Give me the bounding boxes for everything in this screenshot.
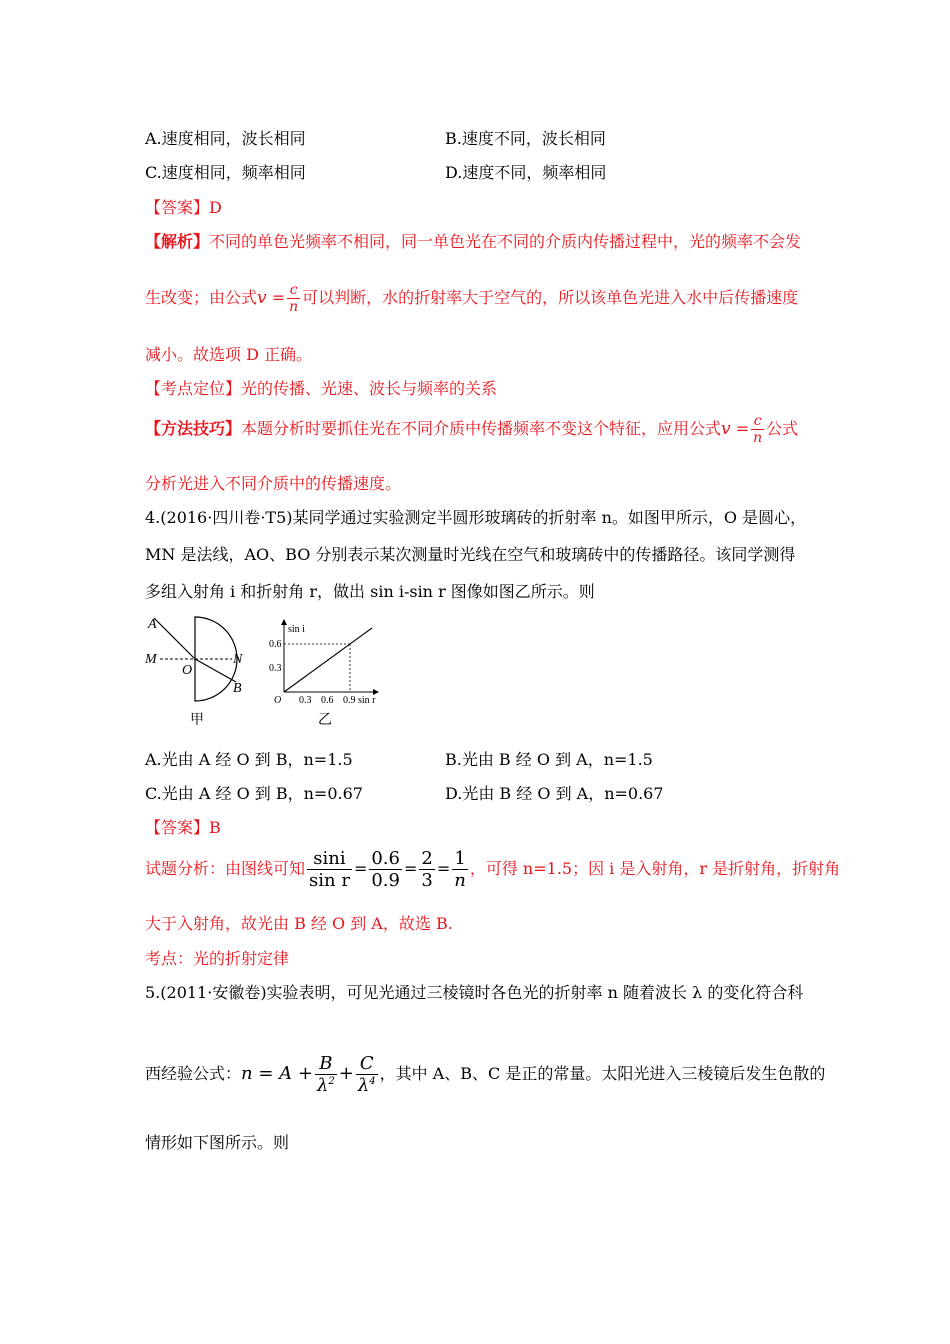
q4-analysis-line1: 试题分析：由图线可知 $\frac{\sin i}{\text{sin r}}$ = $\frac{0.6}{0.9}$ = $\frac{2}{3}$ = $\frac{1}{n}$ ，可得 n=1.5；因 i 是入射角，r 是折射角，折射角 <box>145 848 841 891</box>
q5-stem-line1: 5.(2011·安徽卷)实验表明，可见光通过三棱镜时各色光的折射率 n 随着波长 λ 的变化符合科 <box>145 983 804 1002</box>
q3-analysis-line2 <box>145 282 798 315</box>
analysis-text-2a: 生改变；由公式 <box>145 288 258 307</box>
y-axis-label: sin i <box>288 624 305 635</box>
label-n: N <box>233 652 243 667</box>
figure-jia <box>140 612 255 732</box>
q4-stem-line1: 4.(2016·四川卷·T5)某同学通过实验测定半圆形玻璃砖的折射率 n。如图甲所示，O 是圆心， <box>145 508 807 527</box>
analysis-text-2b: 可以判断，水的折射率大于空气的，所以该单色光进入水中后传播速度 <box>302 288 799 307</box>
caption-yi: 乙 <box>318 713 332 728</box>
formula-v: v <box>257 288 267 308</box>
fraction-sini-sinr: $\frac{\sin i}{\text{sin r}}$ <box>309 848 350 891</box>
q5-stem-line2 <box>145 1053 825 1096</box>
q3-answer: 【答案】D <box>145 198 222 217</box>
data-line <box>284 628 372 692</box>
ray-ao <box>154 618 195 659</box>
cauchy-lhs: n = A + <box>241 1063 313 1084</box>
q3-analysis-line1 <box>145 229 801 252</box>
formula-fraction-c-n: $\frac{c}{n}$ <box>289 282 299 315</box>
x-tick-label: 0.9 <box>343 695 356 706</box>
formula-eq: = <box>271 288 286 307</box>
fraction-1-n: $\frac{1}{n}$ <box>454 848 466 891</box>
ray-ob <box>195 659 236 682</box>
q5-post: ，其中 A、B、C 是正的常量。太阳光进入三棱镜后发生色散的 <box>379 1064 826 1083</box>
q3-point: 【考点定位】光的传播、光速、波长与频率的关系 <box>145 379 498 398</box>
caption-jia: 甲 <box>190 713 204 728</box>
q5-pre: 西经验公式： <box>145 1064 242 1083</box>
q4-analysis-line2: 大于入射角，故光由 B 经 O 到 A，故选 B. <box>145 914 453 933</box>
q5-stem-line3: 情形如下图所示。则 <box>145 1133 290 1152</box>
method-tag: 【方法技巧】 <box>145 419 242 438</box>
chart-sini-sinr <box>268 612 388 732</box>
q3-option-a: A.速度相同，波长相同 <box>145 129 306 148</box>
x-tick-label: 0.3 <box>299 695 312 706</box>
label-b: B <box>233 681 242 696</box>
q3-analysis-line3: 减小。故选项 D 正确。 <box>145 345 313 364</box>
q4-answer: 【答案】B <box>145 818 221 837</box>
q4-stem-line3: 多组入射角 i 和折射角 r，做出 sin i-sin r 图像如图乙所示。则 <box>145 582 595 601</box>
fraction-2-3: $\frac{2}{3}$ <box>421 848 433 891</box>
y-tick-label: 0.3 <box>269 663 282 674</box>
method-text-1a: 本题分析时要抓住光在不同介质中传播频率不变这个特征，应用公式 <box>241 419 722 438</box>
analysis-tag: 【解析】 <box>145 232 210 251</box>
formula-fraction-c-n: $\frac{c}{n}$ <box>753 413 763 446</box>
q4-analysis-pre: 试题分析：由图线可知 <box>145 859 306 878</box>
q3-option-d: D.速度不同，频率相同 <box>445 163 607 182</box>
q3-method-line1 <box>145 413 798 446</box>
y-tick-label: 0.6 <box>269 639 282 650</box>
label-o: O <box>182 663 193 678</box>
formula-eq: = <box>735 419 750 438</box>
q3-option-b: B.速度不同，波长相同 <box>445 129 606 148</box>
label-m: M <box>145 652 157 667</box>
cauchy-term-c: $\frac{C}{\lambda^4}$ <box>357 1053 376 1096</box>
x-tick-label: 0.6 <box>321 695 334 706</box>
label-a: A <box>148 617 157 632</box>
q4-option-a: A.光由 A 经 O 到 B，n=1.5 <box>145 750 353 769</box>
method-text-1b: 公式 <box>766 419 799 438</box>
q4-option-b: B.光由 B 经 O 到 A，n=1.5 <box>445 750 653 769</box>
formula-v: v <box>721 419 731 439</box>
origin-label: O <box>274 695 282 706</box>
x-axis-label: sin r <box>358 695 376 706</box>
q4-stem-line2: MN 是法线，AO、BO 分别表示某次测量时光线在空气和玻璃砖中的传播路径。该同学测得 <box>145 545 796 564</box>
cauchy-term-b: $\frac{B}{\lambda^2}$ <box>316 1053 335 1096</box>
q4-analysis-post: ，可得 n=1.5；因 i 是入射角，r 是折射角，折射角 <box>469 859 841 878</box>
q3-option-c: C.速度相同，频率相同 <box>145 163 306 182</box>
q4-option-d: D.光由 B 经 O 到 A，n=0.67 <box>445 784 664 803</box>
q4-point: 考点：光的折射定律 <box>145 949 290 968</box>
fraction-06-09: $\frac{0.6}{0.9}$ <box>371 848 400 891</box>
q4-option-c: C.光由 A 经 O 到 B，n=0.67 <box>145 784 363 803</box>
q3-method-line2: 分析光进入不同介质中的传播速度。 <box>145 474 402 493</box>
cauchy-plus: + <box>338 1063 354 1084</box>
analysis-text-1: 不同的单色光频率不相同，同一单色光在不同的介质内传播过程中，光的频率不会发 <box>209 232 802 251</box>
